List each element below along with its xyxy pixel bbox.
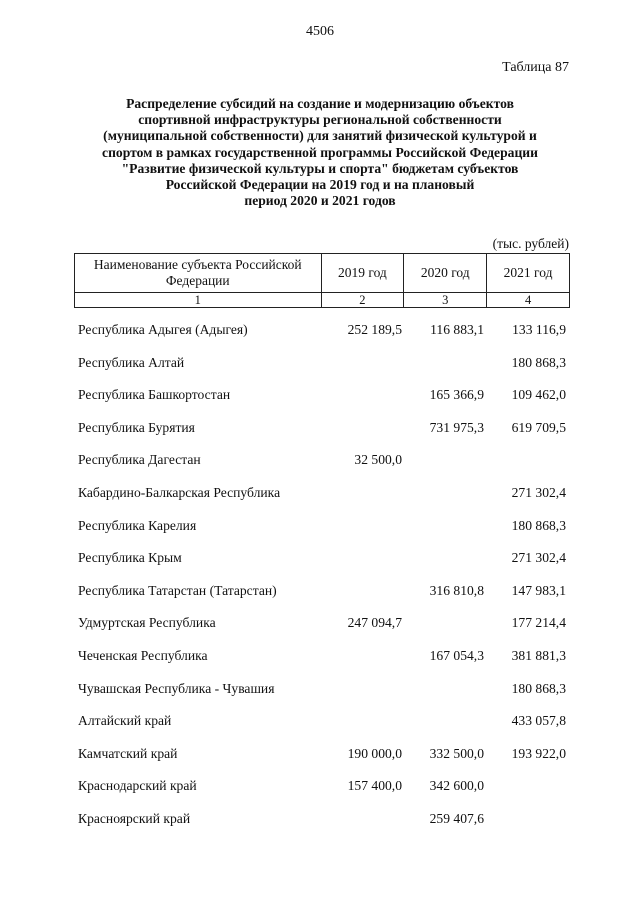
title-line: спортивной инфраструктуры региональной собственности [138, 112, 502, 128]
value-2021: 180 868,3 [511, 517, 566, 533]
value-2019: 190 000,0 [347, 745, 402, 761]
table-body [74, 320, 570, 842]
table-row [74, 776, 570, 809]
region-name: Чеченская Республика [78, 647, 208, 663]
table-row [74, 483, 570, 516]
region-name: Камчатский край [78, 745, 178, 761]
table-row [74, 809, 570, 842]
region-name: Республика Бурятия [78, 419, 195, 435]
table-row [74, 450, 570, 483]
region-name: Удмуртская Республика [78, 615, 216, 631]
table-row [74, 418, 570, 451]
header-2019: 2019 год [321, 254, 404, 293]
table-row [74, 581, 570, 614]
value-2020: 316 810,8 [429, 582, 484, 598]
value-2020: 165 366,9 [429, 387, 484, 403]
region-name: Республика Татарстан (Татарстан) [78, 582, 277, 598]
value-2021: 271 302,4 [511, 550, 566, 566]
title-line: "Развитие физической культуры и спорта" бюджетам субъектов [121, 160, 519, 176]
header-2020: 2020 год [404, 254, 487, 293]
value-2020: 332 500,0 [429, 745, 484, 761]
value-2021: 271 302,4 [511, 484, 566, 500]
table-row [74, 548, 570, 581]
header-region: Наименование субъекта Российской Федерации [75, 254, 322, 293]
region-name: Республика Крым [78, 550, 182, 566]
title-line: спортом в рамках государственной программы Российской Федерации [102, 144, 538, 160]
value-2021: 433 057,8 [511, 713, 566, 729]
column-number: 1 [75, 293, 322, 308]
title-line: период 2020 и 2021 годов [244, 193, 396, 209]
value-2021: 133 116,9 [512, 322, 566, 337]
page-number: 4506 [306, 24, 334, 39]
table-label: Таблица 87 [502, 60, 569, 75]
units-label: (тыс. рублей) [492, 236, 569, 251]
document-title [60, 96, 580, 209]
table-row [74, 613, 570, 646]
region-name: Чувашская Республика - Чувашия [78, 680, 275, 696]
value-2021: 381 881,3 [511, 647, 566, 663]
value-2021: 180 868,3 [511, 680, 566, 696]
region-name: Кабардино-Балкарская Республика [78, 484, 281, 500]
table-row [74, 679, 570, 712]
header-2021: 2021 год [487, 254, 570, 293]
region-name: Краснодарский край [78, 778, 197, 794]
value-2020: 116 883,1 [430, 322, 484, 337]
table-row [74, 711, 570, 744]
value-2019: 32 500,0 [354, 452, 402, 468]
value-2021: 109 462,0 [511, 387, 566, 403]
region-name: Республика Башкортостан [78, 387, 231, 403]
value-2021: 180 868,3 [511, 354, 566, 370]
value-2021: 193 922,0 [511, 745, 566, 761]
title-line: Распределение субсидий на создание и модернизацию объектов [126, 96, 514, 111]
value-2021: 177 214,4 [511, 615, 566, 631]
region-name: Республика Адыгея (Адыгея) [78, 322, 248, 337]
region-name: Алтайский край [78, 713, 172, 729]
value-2021: 619 709,5 [511, 419, 566, 435]
value-2019: 252 189,5 [347, 322, 402, 337]
table-row [74, 385, 570, 418]
region-name: Красноярский край [78, 810, 191, 826]
value-2021: 147 983,1 [511, 582, 566, 598]
region-name: Республика Карелия [78, 517, 197, 533]
value-2020: 167 054,3 [429, 647, 484, 663]
table-row [74, 353, 570, 386]
table-header [74, 253, 570, 308]
column-number: 4 [487, 293, 570, 308]
table-row [74, 646, 570, 679]
title-line: Российской Федерации на 2019 год и на плановый [165, 177, 475, 193]
value-2020: 731 975,3 [429, 419, 484, 435]
value-2020: 259 407,6 [429, 810, 484, 826]
region-name: Республика Алтай [78, 354, 185, 370]
column-number: 2 [321, 293, 404, 308]
table-row [74, 744, 570, 777]
table-row [74, 320, 570, 353]
table-row [74, 516, 570, 549]
value-2020: 342 600,0 [429, 778, 484, 794]
title-line: (муниципальной собственности) для занятий физической культурой и [103, 128, 537, 144]
region-name: Республика Дагестан [78, 452, 201, 468]
value-2019: 247 094,7 [347, 615, 402, 631]
value-2019: 157 400,0 [347, 778, 402, 794]
column-number: 3 [404, 293, 487, 308]
